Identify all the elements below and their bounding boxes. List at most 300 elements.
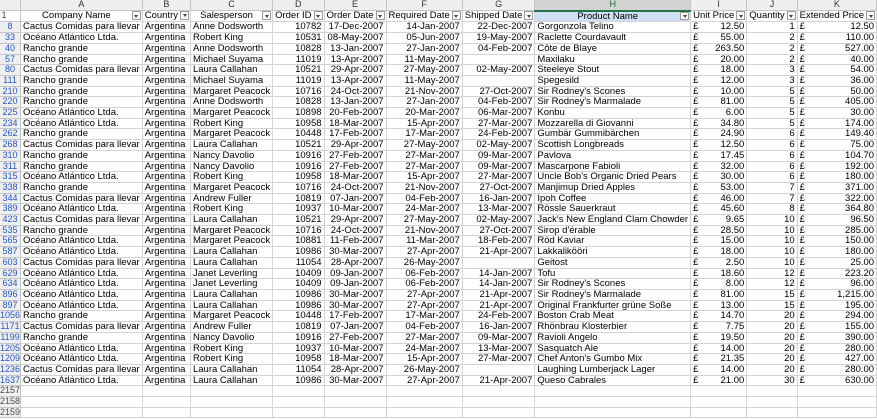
- cell-extended-price[interactable]: [797, 22, 876, 33]
- cell-order-date[interactable]: 13-Apr-2007: [324, 75, 386, 86]
- cell-product-name[interactable]: Spegesild: [535, 75, 691, 86]
- cell-shipped-date[interactable]: 24-Feb-2007: [462, 311, 535, 322]
- cell-shipped-date[interactable]: [462, 75, 535, 86]
- cell-required-date[interactable]: 04-Feb-2007: [386, 193, 462, 204]
- row-number[interactable]: 268: [0, 140, 21, 151]
- cell-company-name[interactable]: Cactus Comidas para llevar: [21, 257, 143, 268]
- cell-order-id[interactable]: 10881: [273, 236, 324, 247]
- cell-quantity[interactable]: 6: [747, 129, 797, 140]
- cell-order-id[interactable]: 10916: [273, 150, 324, 161]
- row-number[interactable]: 1209: [0, 353, 21, 364]
- cell-shipped-date[interactable]: 09-Mar-2007: [462, 150, 535, 161]
- cell-order-id[interactable]: 10828: [273, 43, 324, 54]
- cell-unit-price[interactable]: [691, 118, 747, 129]
- row-number[interactable]: 896: [0, 289, 21, 300]
- row-number[interactable]: 33: [0, 33, 21, 44]
- cell-order-id[interactable]: 10986: [273, 300, 324, 311]
- cell-shipped-date[interactable]: 27-Oct-2007: [462, 86, 535, 97]
- cell-country[interactable]: Argentina: [142, 182, 190, 193]
- cell-extended-price[interactable]: [797, 140, 876, 151]
- cell-required-date[interactable]: 06-Feb-2007: [386, 279, 462, 290]
- empty-cell[interactable]: [747, 397, 797, 408]
- cell-extended-price[interactable]: [797, 225, 876, 236]
- header-cell-shipped-date[interactable]: [462, 11, 535, 22]
- cell-company-name[interactable]: Océano Atlántico Ltda.: [21, 289, 143, 300]
- cell-required-date[interactable]: 05-Jun-2007: [386, 33, 462, 44]
- cell-shipped-date[interactable]: 18-Feb-2007: [462, 236, 535, 247]
- cell-salesperson[interactable]: Laura Callahan: [190, 300, 272, 311]
- row-number[interactable]: 423: [0, 215, 21, 226]
- column-header-b[interactable]: B: [142, 0, 190, 11]
- cell-product-name[interactable]: Sir Rodney's Scones: [535, 86, 691, 97]
- cell-order-id[interactable]: 11019: [273, 75, 324, 86]
- cell-extended-price[interactable]: [797, 86, 876, 97]
- cell-required-date[interactable]: 27-Apr-2007: [386, 247, 462, 258]
- cell-order-id[interactable]: 10986: [273, 289, 324, 300]
- cell-company-name[interactable]: Rancho grande: [21, 161, 143, 172]
- cell-company-name[interactable]: Océano Atlántico Ltda.: [21, 343, 143, 354]
- cell-salesperson[interactable]: Margaret Peacock: [190, 129, 272, 140]
- cell-salesperson[interactable]: Michael Suyama: [190, 54, 272, 65]
- cell-product-name[interactable]: Côte de Blaye: [535, 43, 691, 54]
- row-number[interactable]: 311: [0, 161, 21, 172]
- cell-company-name[interactable]: Océano Atlántico Ltda.: [21, 33, 143, 44]
- cell-salesperson[interactable]: Laura Callahan: [190, 289, 272, 300]
- empty-cell[interactable]: [190, 397, 272, 408]
- cell-country[interactable]: Argentina: [142, 54, 190, 65]
- cell-unit-price[interactable]: [691, 247, 747, 258]
- cell-salesperson[interactable]: Robert King: [190, 354, 272, 365]
- cell-salesperson[interactable]: Laura Callahan: [190, 65, 272, 76]
- cell-quantity[interactable]: 15: [747, 300, 797, 311]
- row-number[interactable]: 603: [0, 257, 21, 268]
- cell-company-name[interactable]: Rancho grande: [21, 225, 143, 236]
- cell-unit-price[interactable]: [691, 108, 747, 119]
- cell-extended-price[interactable]: [797, 236, 876, 247]
- cell-extended-price[interactable]: [797, 268, 876, 279]
- cell-order-date[interactable]: 11-Feb-2007: [324, 236, 386, 247]
- cell-product-name[interactable]: Manjimup Dried Apples: [535, 182, 691, 193]
- cell-extended-price[interactable]: [797, 322, 876, 333]
- cell-unit-price[interactable]: [691, 54, 747, 65]
- cell-salesperson[interactable]: Nancy Davolio: [190, 150, 272, 161]
- cell-company-name[interactable]: Cactus Comidas para llevar: [21, 140, 143, 151]
- row-number[interactable]: 565: [0, 236, 21, 247]
- cell-country[interactable]: Argentina: [142, 140, 190, 151]
- cell-required-date[interactable]: 27-May-2007: [386, 215, 462, 226]
- cell-extended-price[interactable]: [797, 332, 876, 343]
- cell-salesperson[interactable]: Nancy Davolio: [190, 332, 272, 343]
- cell-order-date[interactable]: 17-Dec-2007: [324, 22, 386, 33]
- cell-required-date[interactable]: 21-Nov-2007: [386, 225, 462, 236]
- empty-cell[interactable]: [273, 386, 324, 397]
- cell-order-id[interactable]: 10958: [273, 118, 324, 129]
- cell-shipped-date[interactable]: 21-Apr-2007: [462, 289, 535, 300]
- header-cell-salesperson[interactable]: [190, 11, 272, 22]
- cell-company-name[interactable]: Océano Atlántico Ltda.: [21, 300, 143, 311]
- empty-cell[interactable]: [273, 397, 324, 408]
- cell-extended-price[interactable]: [797, 193, 876, 204]
- cell-order-id[interactable]: 11019: [273, 54, 324, 65]
- cell-unit-price[interactable]: [691, 332, 747, 343]
- row-number[interactable]: 535: [0, 225, 21, 236]
- cell-product-name[interactable]: Lakkalikööri: [535, 247, 691, 258]
- cell-order-id[interactable]: 10937: [273, 204, 324, 215]
- cell-salesperson[interactable]: Margaret Peacock: [190, 311, 272, 322]
- cell-order-date[interactable]: 29-Apr-2007: [324, 215, 386, 226]
- cell-required-date[interactable]: 20-Mar-2007: [386, 108, 462, 119]
- cell-extended-price[interactable]: [797, 97, 876, 108]
- cell-quantity[interactable]: 20: [747, 322, 797, 333]
- cell-company-name[interactable]: Océano Atlántico Ltda.: [21, 204, 143, 215]
- cell-product-name[interactable]: Sir Rodney's Scones: [535, 279, 691, 290]
- header-cell-order-date[interactable]: [324, 11, 386, 22]
- cell-unit-price[interactable]: [691, 343, 747, 354]
- cell-order-date[interactable]: 10-Mar-2007: [324, 204, 386, 215]
- cell-unit-price[interactable]: [691, 172, 747, 183]
- cell-order-id[interactable]: 10958: [273, 354, 324, 365]
- cell-country[interactable]: Argentina: [142, 129, 190, 140]
- empty-cell[interactable]: [797, 407, 876, 418]
- cell-order-date[interactable]: 30-Mar-2007: [324, 289, 386, 300]
- cell-extended-price[interactable]: [797, 215, 876, 226]
- row-number[interactable]: 210: [0, 86, 21, 97]
- cell-order-id[interactable]: 10916: [273, 332, 324, 343]
- row-number[interactable]: 111: [0, 75, 21, 86]
- cell-unit-price[interactable]: [691, 268, 747, 279]
- header-cell-unit-price[interactable]: [691, 11, 747, 22]
- cell-company-name[interactable]: Rancho grande: [21, 129, 143, 140]
- cell-shipped-date[interactable]: 27-Oct-2007: [462, 182, 535, 193]
- filter-dropdown-icon[interactable]: [736, 11, 745, 20]
- row-number[interactable]: 2158: [0, 396, 21, 407]
- cell-extended-price[interactable]: [797, 43, 876, 54]
- cell-order-id[interactable]: 11054: [273, 257, 324, 268]
- cell-product-name[interactable]: Rössle Sauerkraut: [535, 204, 691, 215]
- cell-quantity[interactable]: 30: [747, 375, 797, 386]
- cell-order-id[interactable]: 10716: [273, 225, 324, 236]
- cell-unit-price[interactable]: [691, 204, 747, 215]
- cell-country[interactable]: Argentina: [142, 65, 190, 76]
- cell-country[interactable]: Argentina: [142, 332, 190, 343]
- cell-quantity[interactable]: 3: [747, 75, 797, 86]
- cell-order-date[interactable]: 09-Jan-2007: [324, 279, 386, 290]
- filter-dropdown-icon[interactable]: [680, 12, 689, 21]
- cell-salesperson[interactable]: Robert King: [190, 33, 272, 44]
- cell-unit-price[interactable]: [691, 311, 747, 322]
- cell-order-id[interactable]: 10521: [273, 140, 324, 151]
- cell-product-name[interactable]: Sirop d'érable: [535, 225, 691, 236]
- cell-product-name[interactable]: Ipoh Coffee: [535, 193, 691, 204]
- cell-country[interactable]: Argentina: [142, 108, 190, 119]
- cell-quantity[interactable]: 2: [747, 33, 797, 44]
- cell-order-id[interactable]: 10898: [273, 108, 324, 119]
- empty-cell[interactable]: [324, 407, 386, 418]
- cell-order-id[interactable]: 10916: [273, 161, 324, 172]
- cell-extended-price[interactable]: [797, 65, 876, 76]
- cell-order-date[interactable]: 18-Mar-2007: [324, 172, 386, 183]
- cell-extended-price[interactable]: [797, 129, 876, 140]
- row-number[interactable]: 2159: [0, 406, 21, 417]
- cell-country[interactable]: Argentina: [142, 247, 190, 258]
- cell-salesperson[interactable]: Anne Dodsworth: [190, 97, 272, 108]
- empty-cell[interactable]: [747, 386, 797, 397]
- filter-dropdown-icon[interactable]: [452, 11, 461, 20]
- cell-unit-price[interactable]: [691, 22, 747, 33]
- cell-order-date[interactable]: 13-Jan-2007: [324, 43, 386, 54]
- cell-country[interactable]: Argentina: [142, 33, 190, 44]
- cell-required-date[interactable]: 27-Mar-2007: [386, 161, 462, 172]
- header-cell-required-date[interactable]: [386, 11, 462, 22]
- cell-company-name[interactable]: Rancho grande: [21, 54, 143, 65]
- cell-country[interactable]: Argentina: [142, 300, 190, 311]
- cell-order-id[interactable]: 10521: [273, 215, 324, 226]
- cell-order-date[interactable]: 10-Mar-2007: [324, 343, 386, 354]
- row-number[interactable]: 225: [0, 108, 21, 119]
- empty-cell[interactable]: [747, 407, 797, 418]
- empty-cell[interactable]: [462, 407, 535, 418]
- header-cell-company-name[interactable]: [21, 11, 143, 22]
- cell-order-id[interactable]: 10782: [273, 22, 324, 33]
- cell-required-date[interactable]: 15-Apr-2007: [386, 172, 462, 183]
- cell-country[interactable]: Argentina: [142, 375, 190, 386]
- row-number[interactable]: 1056: [0, 310, 21, 321]
- cell-shipped-date[interactable]: 06-Mar-2007: [462, 108, 535, 119]
- cell-quantity[interactable]: 10: [747, 247, 797, 258]
- cell-unit-price[interactable]: [691, 364, 747, 375]
- cell-country[interactable]: Argentina: [142, 343, 190, 354]
- cell-extended-price[interactable]: [797, 364, 876, 375]
- empty-cell[interactable]: [324, 397, 386, 408]
- cell-company-name[interactable]: Rancho grande: [21, 182, 143, 193]
- cell-company-name[interactable]: Océano Atlántico Ltda.: [21, 118, 143, 129]
- cell-extended-price[interactable]: [797, 150, 876, 161]
- row-number[interactable]: 1: [0, 11, 21, 22]
- cell-quantity[interactable]: 5: [747, 118, 797, 129]
- cell-order-date[interactable]: 09-Jan-2007: [324, 268, 386, 279]
- row-number[interactable]: 315: [0, 172, 21, 183]
- cell-unit-price[interactable]: [691, 75, 747, 86]
- cell-product-name[interactable]: Chef Anton's Gumbo Mix: [535, 354, 691, 365]
- cell-quantity[interactable]: 6: [747, 140, 797, 151]
- empty-cell[interactable]: [691, 386, 747, 397]
- cell-shipped-date[interactable]: 04-Feb-2007: [462, 43, 535, 54]
- cell-unit-price[interactable]: [691, 140, 747, 151]
- column-header-c[interactable]: C: [190, 0, 272, 11]
- cell-shipped-date[interactable]: 21-Apr-2007: [462, 247, 535, 258]
- row-number[interactable]: 897: [0, 300, 21, 311]
- row-number[interactable]: 8: [0, 22, 21, 33]
- empty-cell[interactable]: [386, 397, 462, 408]
- cell-salesperson[interactable]: Laura Callahan: [190, 140, 272, 151]
- header-cell-quantity[interactable]: [747, 11, 797, 22]
- cell-extended-price[interactable]: [797, 118, 876, 129]
- cell-quantity[interactable]: 20: [747, 354, 797, 365]
- empty-cell[interactable]: [535, 386, 691, 397]
- cell-order-date[interactable]: 29-Apr-2007: [324, 65, 386, 76]
- cell-unit-price[interactable]: [691, 97, 747, 108]
- cell-unit-price[interactable]: [691, 225, 747, 236]
- cell-product-name[interactable]: Gorgonzola Telino: [535, 22, 691, 33]
- cell-shipped-date[interactable]: 14-Jan-2007: [462, 279, 535, 290]
- cell-extended-price[interactable]: [797, 300, 876, 311]
- empty-cell[interactable]: [21, 397, 143, 408]
- cell-company-name[interactable]: Océano Atlántico Ltda.: [21, 172, 143, 183]
- cell-salesperson[interactable]: Margaret Peacock: [190, 182, 272, 193]
- cell-product-name[interactable]: Scottish Longbreads: [535, 140, 691, 151]
- empty-cell[interactable]: [142, 397, 190, 408]
- cell-shipped-date[interactable]: 02-May-2007: [462, 65, 535, 76]
- cell-company-name[interactable]: Océano Atlántico Ltda.: [21, 108, 143, 119]
- cell-country[interactable]: Argentina: [142, 354, 190, 365]
- cell-company-name[interactable]: Cactus Comidas para llevar: [21, 22, 143, 33]
- cell-unit-price[interactable]: [691, 236, 747, 247]
- cell-unit-price[interactable]: [691, 289, 747, 300]
- cell-quantity[interactable]: 5: [747, 97, 797, 108]
- cell-salesperson[interactable]: Michael Suyama: [190, 75, 272, 86]
- cell-company-name[interactable]: Océano Atlántico Ltda.: [21, 236, 143, 247]
- filter-active-icon[interactable]: [180, 11, 189, 20]
- cell-quantity[interactable]: 3: [747, 65, 797, 76]
- cell-unit-price[interactable]: [691, 33, 747, 44]
- cell-extended-price[interactable]: [797, 354, 876, 365]
- cell-company-name[interactable]: Rancho grande: [21, 86, 143, 97]
- cell-product-name[interactable]: Mozzarella di Giovanni: [535, 118, 691, 129]
- cell-extended-price[interactable]: [797, 375, 876, 386]
- empty-cell[interactable]: [324, 386, 386, 397]
- cell-salesperson[interactable]: Margaret Peacock: [190, 236, 272, 247]
- cell-company-name[interactable]: Cactus Comidas para llevar: [21, 193, 143, 204]
- cell-country[interactable]: Argentina: [142, 257, 190, 268]
- cell-required-date[interactable]: 04-Feb-2007: [386, 322, 462, 333]
- cell-shipped-date[interactable]: 21-Apr-2007: [462, 300, 535, 311]
- cell-extended-price[interactable]: [797, 257, 876, 268]
- cell-salesperson[interactable]: Laura Callahan: [190, 247, 272, 258]
- cell-required-date[interactable]: 21-Nov-2007: [386, 182, 462, 193]
- cell-order-date[interactable]: 08-May-2007: [324, 33, 386, 44]
- cell-country[interactable]: Argentina: [142, 86, 190, 97]
- row-number[interactable]: 634: [0, 279, 21, 290]
- cell-quantity[interactable]: 7: [747, 193, 797, 204]
- cell-product-name[interactable]: Konbu: [535, 108, 691, 119]
- cell-shipped-date[interactable]: 22-Dec-2007: [462, 22, 535, 33]
- cell-order-date[interactable]: 27-Feb-2007: [324, 332, 386, 343]
- cell-unit-price[interactable]: [691, 182, 747, 193]
- cell-shipped-date[interactable]: 04-Feb-2007: [462, 97, 535, 108]
- cell-extended-price[interactable]: [797, 204, 876, 215]
- cell-order-date[interactable]: 28-Apr-2007: [324, 364, 386, 375]
- cell-unit-price[interactable]: [691, 150, 747, 161]
- row-number[interactable]: 1637: [0, 374, 21, 385]
- cell-order-date[interactable]: 20-Feb-2007: [324, 108, 386, 119]
- cell-order-id[interactable]: 10716: [273, 182, 324, 193]
- filter-dropdown-icon[interactable]: [314, 11, 323, 20]
- empty-cell[interactable]: [797, 386, 876, 397]
- cell-company-name[interactable]: Océano Atlántico Ltda.: [21, 247, 143, 258]
- cell-salesperson[interactable]: Robert King: [190, 204, 272, 215]
- cell-order-date[interactable]: 24-Oct-2007: [324, 86, 386, 97]
- cell-order-id[interactable]: 10716: [273, 86, 324, 97]
- empty-cell[interactable]: [21, 407, 143, 418]
- header-cell-country[interactable]: [142, 11, 190, 22]
- cell-product-name[interactable]: Rhönbrau Klosterbier: [535, 322, 691, 333]
- empty-cell[interactable]: [535, 407, 691, 418]
- cell-product-name[interactable]: Sir Rodney's Marmalade: [535, 289, 691, 300]
- cell-product-name[interactable]: Ravioli Angelo: [535, 332, 691, 343]
- cell-shipped-date[interactable]: 27-Mar-2007: [462, 354, 535, 365]
- cell-required-date[interactable]: 14-Jan-2007: [386, 22, 462, 33]
- cell-company-name[interactable]: Rancho grande: [21, 43, 143, 54]
- cell-shipped-date[interactable]: 13-Mar-2007: [462, 204, 535, 215]
- row-number[interactable]: 1205: [0, 342, 21, 353]
- cell-order-date[interactable]: 17-Feb-2007: [324, 129, 386, 140]
- cell-required-date[interactable]: 27-Apr-2007: [386, 289, 462, 300]
- cell-company-name[interactable]: Océano Atlántico Ltda.: [21, 268, 143, 279]
- cell-order-date[interactable]: 18-Mar-2007: [324, 118, 386, 129]
- cell-product-name[interactable]: Röd Kaviar: [535, 236, 691, 247]
- cell-salesperson[interactable]: Robert King: [190, 172, 272, 183]
- cell-order-id[interactable]: 10986: [273, 375, 324, 386]
- row-number[interactable]: 57: [0, 54, 21, 65]
- cell-order-id[interactable]: 10958: [273, 172, 324, 183]
- cell-country[interactable]: Argentina: [142, 236, 190, 247]
- cell-required-date[interactable]: 11-Mar-2007: [386, 236, 462, 247]
- cell-salesperson[interactable]: Andrew Fuller: [190, 193, 272, 204]
- cell-extended-price[interactable]: [797, 289, 876, 300]
- cell-order-id[interactable]: 10986: [273, 247, 324, 258]
- cell-required-date[interactable]: 15-Apr-2007: [386, 354, 462, 365]
- filter-dropdown-icon[interactable]: [524, 11, 533, 20]
- cell-unit-price[interactable]: [691, 43, 747, 54]
- row-number[interactable]: 1199: [0, 331, 20, 342]
- cell-country[interactable]: Argentina: [142, 289, 190, 300]
- column-header-j[interactable]: J: [747, 0, 797, 11]
- empty-cell[interactable]: [190, 407, 272, 418]
- cell-quantity[interactable]: 20: [747, 311, 797, 322]
- cell-quantity[interactable]: 5: [747, 108, 797, 119]
- cell-required-date[interactable]: 27-Jan-2007: [386, 43, 462, 54]
- row-number[interactable]: 80: [0, 65, 21, 76]
- cell-company-name[interactable]: Cactus Comidas para llevar: [21, 322, 143, 333]
- cell-shipped-date[interactable]: 27-Mar-2007: [462, 172, 535, 183]
- row-number[interactable]: 344: [0, 193, 21, 204]
- cell-product-name[interactable]: Queso Cabrales: [535, 375, 691, 386]
- cell-order-date[interactable]: 28-Apr-2007: [324, 257, 386, 268]
- cell-required-date[interactable]: 27-Mar-2007: [386, 332, 462, 343]
- cell-shipped-date[interactable]: 27-Mar-2007: [462, 118, 535, 129]
- cell-salesperson[interactable]: Janet Leverling: [190, 279, 272, 290]
- cell-shipped-date[interactable]: 02-May-2007: [462, 215, 535, 226]
- cell-country[interactable]: Argentina: [142, 268, 190, 279]
- cell-extended-price[interactable]: [797, 108, 876, 119]
- empty-cell[interactable]: [142, 386, 190, 397]
- cell-shipped-date[interactable]: 14-Jan-2007: [462, 268, 535, 279]
- filter-dropdown-icon[interactable]: [132, 11, 141, 20]
- cell-extended-price[interactable]: [797, 182, 876, 193]
- cell-unit-price[interactable]: [691, 193, 747, 204]
- row-number[interactable]: 262: [0, 129, 21, 140]
- cell-order-date[interactable]: 24-Oct-2007: [324, 225, 386, 236]
- cell-country[interactable]: Argentina: [142, 75, 190, 86]
- cell-order-id[interactable]: 10937: [273, 343, 324, 354]
- header-cell-order-id[interactable]: [273, 11, 324, 22]
- cell-country[interactable]: Argentina: [142, 225, 190, 236]
- cell-country[interactable]: Argentina: [142, 161, 190, 172]
- cell-product-name[interactable]: Sasquatch Ale: [535, 343, 691, 354]
- cell-order-id[interactable]: 11054: [273, 364, 324, 375]
- empty-cell[interactable]: [691, 407, 747, 418]
- filter-dropdown-icon[interactable]: [376, 11, 385, 20]
